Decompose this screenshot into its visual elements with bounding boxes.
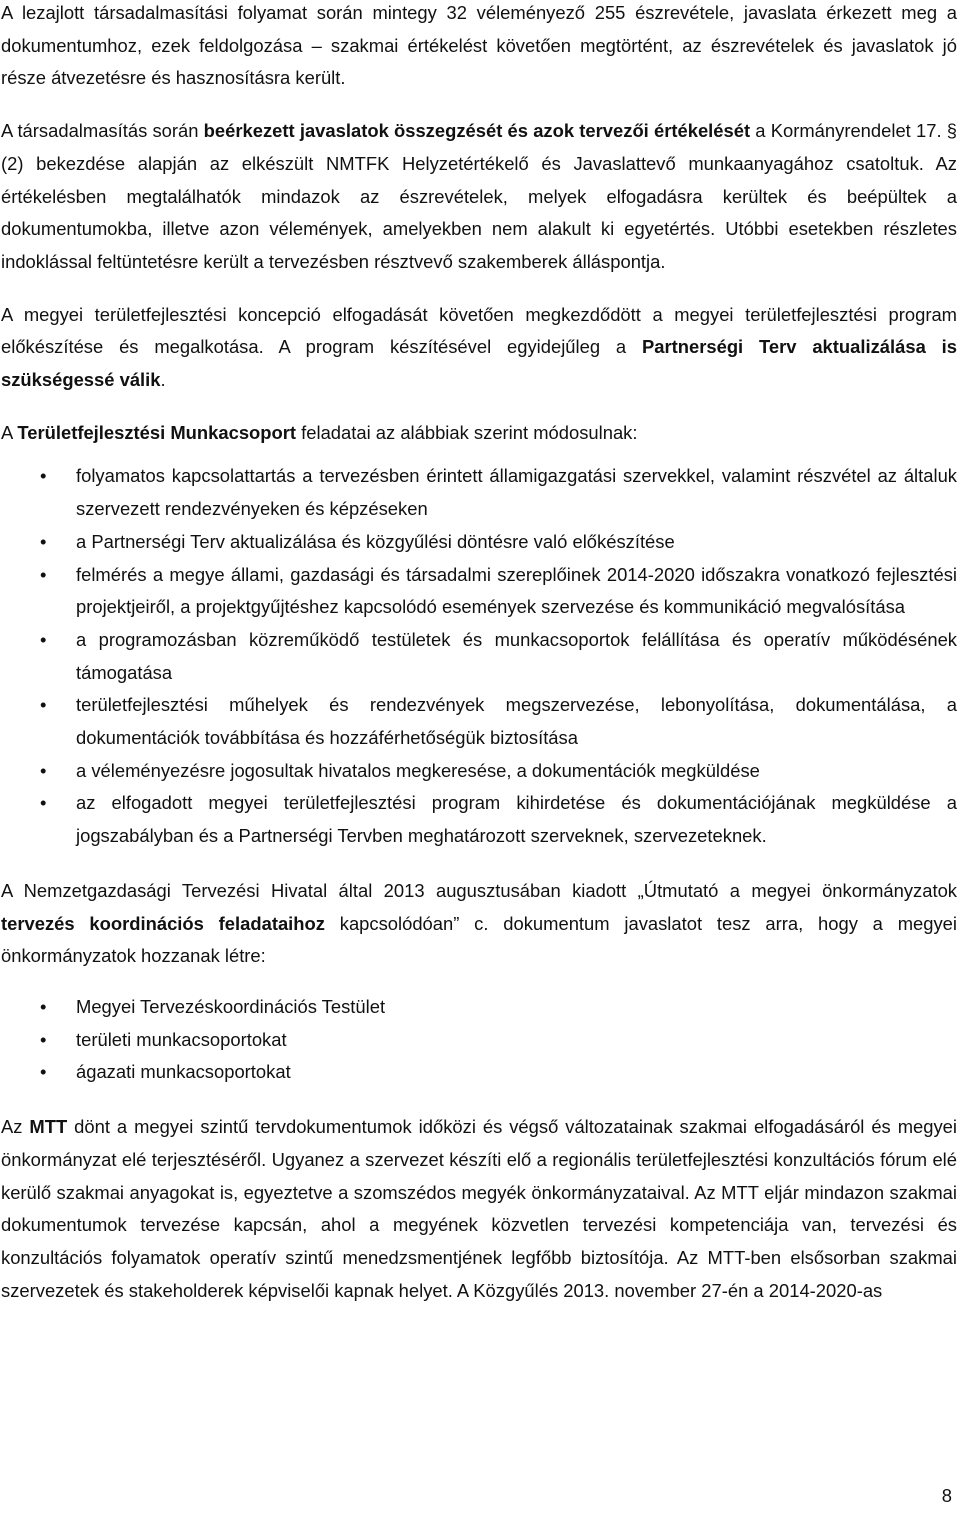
- bold-text: Területfejlesztési Munkacsoport: [17, 421, 297, 443]
- text: .: [160, 369, 166, 391]
- list-item-text: a Partnerségi Terv aktualizálása és közgyűlési döntésre való előkészítése: [76, 530, 675, 552]
- text: A megyei területfejlesztési koncepció elfogadását követően megkezdődött a megyei területfejlesztési program előkészítése és megalkotása. A program készítésével egyidejűleg a: [1, 303, 957, 358]
- paragraph-evaluation: [1, 115, 957, 279]
- list-item-text: a véleményezésre jogosultak hivatalos megkeresése, a dokumentációk megküldése: [76, 759, 760, 781]
- paragraph-ntth-guide: [1, 875, 957, 973]
- bodies-list: [1, 991, 957, 1089]
- list-item-text: ágazati munkacsoportokat: [76, 1061, 291, 1083]
- bullet-icon: •: [40, 628, 47, 650]
- bullet-icon: •: [40, 530, 47, 552]
- text: dönt a megyei szintű tervdokumentumok időközi és végső változatainak szakmai elfogadásáról és megyei önkormányzat elé terjesztéséről. Ugyanez a szervezet készíti elő a regionális területfejlesztési konzultációs fórum elé kerülő szakmai anyagokat is, egyeztetve a szomszédos megyék önkormányzataival. Az MTT eljár mindazon szakmai dokumentumok tervezése kapcsán, ahol a megyének közvetlen tervezési kompetenciája van, tervezési és konzultációs folyamatok operatív szintű menedzsmentjének legfőbb biztosítója. Az MTT-ben elsősorban szakmai szervezetek és stakeholderek képviselői kapnak helyet. A Közgyűlés 2013. november 27-én a 2014-2020-as: [1, 1116, 957, 1301]
- paragraph-workgroup: [1, 417, 957, 450]
- list-item: [1, 991, 957, 1024]
- list-item-text: felmérés a megye állami, gazdasági és társadalmi szereplőinek 2014-2020 időszakra vonatkozó fejlesztési projektjeiről, a projektgyűjtéshez kapcsolódó események szervezése és kommunikáció megvalósítása: [76, 563, 957, 618]
- workgroup-tasks-list: [1, 460, 957, 852]
- list-item: [1, 460, 957, 525]
- bullet-icon: •: [40, 1028, 47, 1050]
- list-item: [1, 526, 957, 559]
- text: A Nemzetgazdasági Tervezési Hivatal által 2013 augusztusában kiadott „Útmutató a megyei önkormányzatok: [1, 879, 957, 901]
- bold-text: Partnerségi Terv aktualizálása is szükségessé válik: [1, 336, 957, 391]
- page-number: 8: [941, 1485, 952, 1506]
- paragraph-mtt: [1, 1111, 957, 1307]
- text: A: [1, 421, 18, 443]
- list-item: [1, 624, 957, 689]
- list-item: [1, 1024, 957, 1057]
- text: Az: [1, 1116, 30, 1138]
- bold-text: tervezés koordinációs feladataihoz: [1, 912, 325, 934]
- paragraph-consultation-summary: A lezajlott társadalmasítási folyamat során mintegy 32 véleményező 255 észrevétele, javaslata érkezett meg a dokumentumhoz, ezek feldolgozása – szakmai értékelést követően megtörtént, az észrevételek és javaslatok jó része átvezetésre és hasznosításra került.: [1, 2, 957, 89]
- text: A társadalmasítás során: [1, 120, 204, 142]
- list-item-text: folyamatos kapcsolattartás a tervezésben érintett államigazgatási szervekkel, valamint részvétel az általuk szervezett rendezvényeken és képzéseken: [76, 465, 957, 520]
- bullet-icon: •: [40, 694, 47, 716]
- list-item-text: területfejlesztési műhelyek és rendezvények megszervezése, lebonyolítása, dokumentálása, a dokumentációk továbbítása és hozzáférhetőségük biztosítása: [76, 694, 957, 749]
- list-item-text: a programozásban közreműködő testületek és munkacsoportok felállítása és operatív működésének támogatása: [76, 628, 957, 683]
- text: kapcsolódóan” c. dokumentum javaslatot tesz arra, hogy a megyei önkormányzatok hozzanak létre:: [1, 912, 957, 967]
- list-item-text: területi munkacsoportokat: [76, 1028, 287, 1050]
- bold-text: beérkezett javaslatok összegzését és azok tervezői értékelését: [203, 120, 751, 142]
- bullet-icon: •: [40, 995, 47, 1017]
- bullet-icon: •: [40, 1061, 47, 1083]
- text: feladatai az alábbiak szerint módosulnak:: [296, 421, 638, 443]
- bullet-icon: •: [40, 465, 47, 487]
- list-item-text: Megyei Tervezéskoordinációs Testület: [76, 995, 386, 1017]
- paragraph-program: [1, 299, 957, 397]
- bullet-icon: •: [40, 563, 47, 585]
- list-item: [1, 755, 957, 788]
- bullet-icon: •: [40, 792, 47, 814]
- text: a Kormányrendelet 17. § (2) bekezdése alapján az elkészült NMTFK Helyzetértékelő és Javaslattevő munkaanyagához csatoltuk. Az értékelésben megtalálhatók mindazok az észrevételek, melyek elfogadásra kerültek és beépültek a dokumentumokba, illetve azon vélemények, amelyekben nem alakult ki egyetértés. Utóbbi esetekben részletes indoklással feltüntetésre került a tervezésben résztvevő szakemberek álláspontja.: [1, 120, 957, 272]
- list-item: [1, 787, 957, 852]
- list-item-text: az elfogadott megyei területfejlesztési program kihirdetése és dokumentációjának megküldése a jogszabályban és a Partnerségi Tervben meghatározott szerveknek, szervezeteknek.: [76, 792, 957, 847]
- bullet-icon: •: [40, 759, 47, 781]
- list-item: [1, 559, 957, 624]
- bold-text: MTT: [29, 1116, 68, 1138]
- list-item: [1, 1056, 957, 1089]
- list-item: [1, 689, 957, 754]
